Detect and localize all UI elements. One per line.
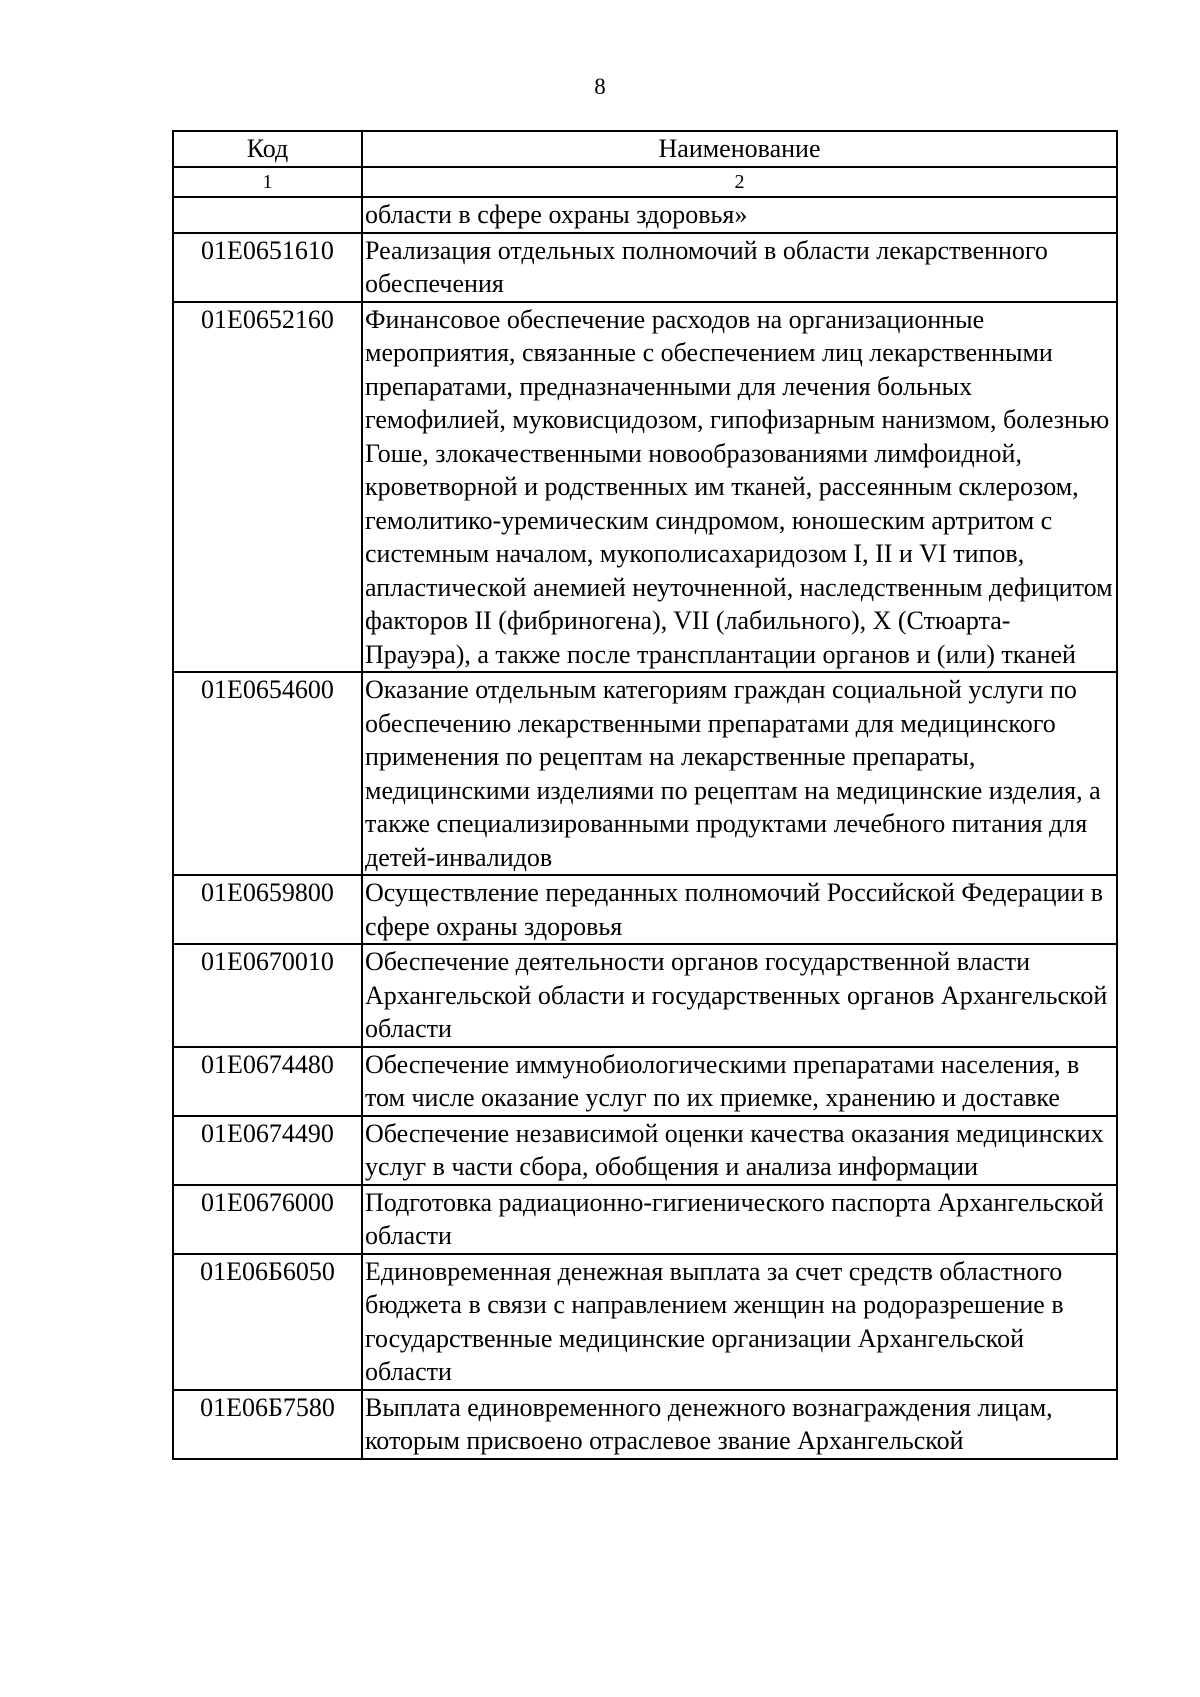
row-name: Реализация отдельных полномочий в области лекарственного обеспечения — [362, 233, 1117, 302]
row-name: Подготовка радиационно-гигиенического паспорта Архангельской области — [362, 1185, 1117, 1254]
row-name: Осуществление переданных полномочий Российской Федерации в сфере охраны здоровья — [362, 875, 1117, 944]
row-code: 01Е06Б7580 — [173, 1390, 362, 1459]
row-code: 01Е0674480 — [173, 1047, 362, 1116]
table-row — [173, 1390, 1117, 1459]
row-code — [173, 197, 362, 233]
table-header-row — [173, 131, 1117, 167]
row-code: 01Е0676000 — [173, 1185, 362, 1254]
row-name: области в сфере охраны здоровья» — [362, 197, 1117, 233]
table-row — [173, 1254, 1117, 1390]
budget-codes-table — [172, 130, 1118, 1460]
table-row — [173, 944, 1117, 1047]
table-row — [173, 1047, 1117, 1116]
row-name: Обеспечение деятельности органов государственной власти Архангельской области и государственных органов Архангельской области — [362, 944, 1117, 1047]
row-code: 01Е0651610 — [173, 233, 362, 302]
row-name: Обеспечение иммунобиологическими препаратами населения, в том числе оказание услуг по их приемке, хранению и доставке — [362, 1047, 1117, 1116]
row-name: Обеспечение независимой оценки качества оказания медицинских услуг в части сбора, обобщения и анализа информации — [362, 1116, 1117, 1185]
table-row — [173, 197, 1117, 233]
header-code: Код — [173, 131, 362, 167]
header-name: Наименование — [362, 131, 1117, 167]
row-code: 01Е0652160 — [173, 302, 362, 673]
row-code: 01Е06Б6050 — [173, 1254, 362, 1390]
row-code: 01Е0659800 — [173, 875, 362, 944]
row-code: 01Е0670010 — [173, 944, 362, 1047]
row-name: Выплата единовременного денежного вознаграждения лицам, которым присвоено отраслевое звание Архангельской — [362, 1390, 1117, 1459]
table-row — [173, 672, 1117, 875]
table-row — [173, 233, 1117, 302]
row-name: Финансовое обеспечение расходов на организационные мероприятия, связанные с обеспечением лиц лекарственными препаратами, предназначенными для лечения больных гемофилией, муковисцидозом, гипофизарным нанизмом, болезнью Гоше, злокачественными новообразованиями лимфоидной, кроветворной и родственных им тканей, рассеянным склерозом, гемолитико-уремическим синдромом, юношеским артритом с системным началом, мукополисахаридозом I, II и VI типов, апластической анемией неуточненной, наследственным дефицитом факторов II (фибриногена), VII (лабильного), X (Стюарта-Прауэра), а также после трансплантации органов и (или) тканей — [362, 302, 1117, 673]
row-code: 01Е0674490 — [173, 1116, 362, 1185]
row-name: Единовременная денежная выплата за счет средств областного бюджета в связи с направлением женщин на родоразрешение в государственные медицинские организации Архангельской области — [362, 1254, 1117, 1390]
table-row — [173, 1185, 1117, 1254]
table-row — [173, 875, 1117, 944]
row-code: 01Е0654600 — [173, 672, 362, 875]
table-row — [173, 1116, 1117, 1185]
column-number-row — [173, 167, 1117, 197]
table-row — [173, 302, 1117, 673]
row-name: Оказание отдельным категориям граждан социальной услуги по обеспечению лекарственными препаратами для медицинского применения по рецептам на лекарственные препараты, медицинскими изделиями по рецептам на медицинские изделия, а также специализированными продуктами лечебного питания для детей-инвалидов — [362, 672, 1117, 875]
column-number-code: 1 — [173, 167, 362, 197]
column-number-name: 2 — [362, 167, 1117, 197]
page-number: 8 — [594, 74, 606, 99]
